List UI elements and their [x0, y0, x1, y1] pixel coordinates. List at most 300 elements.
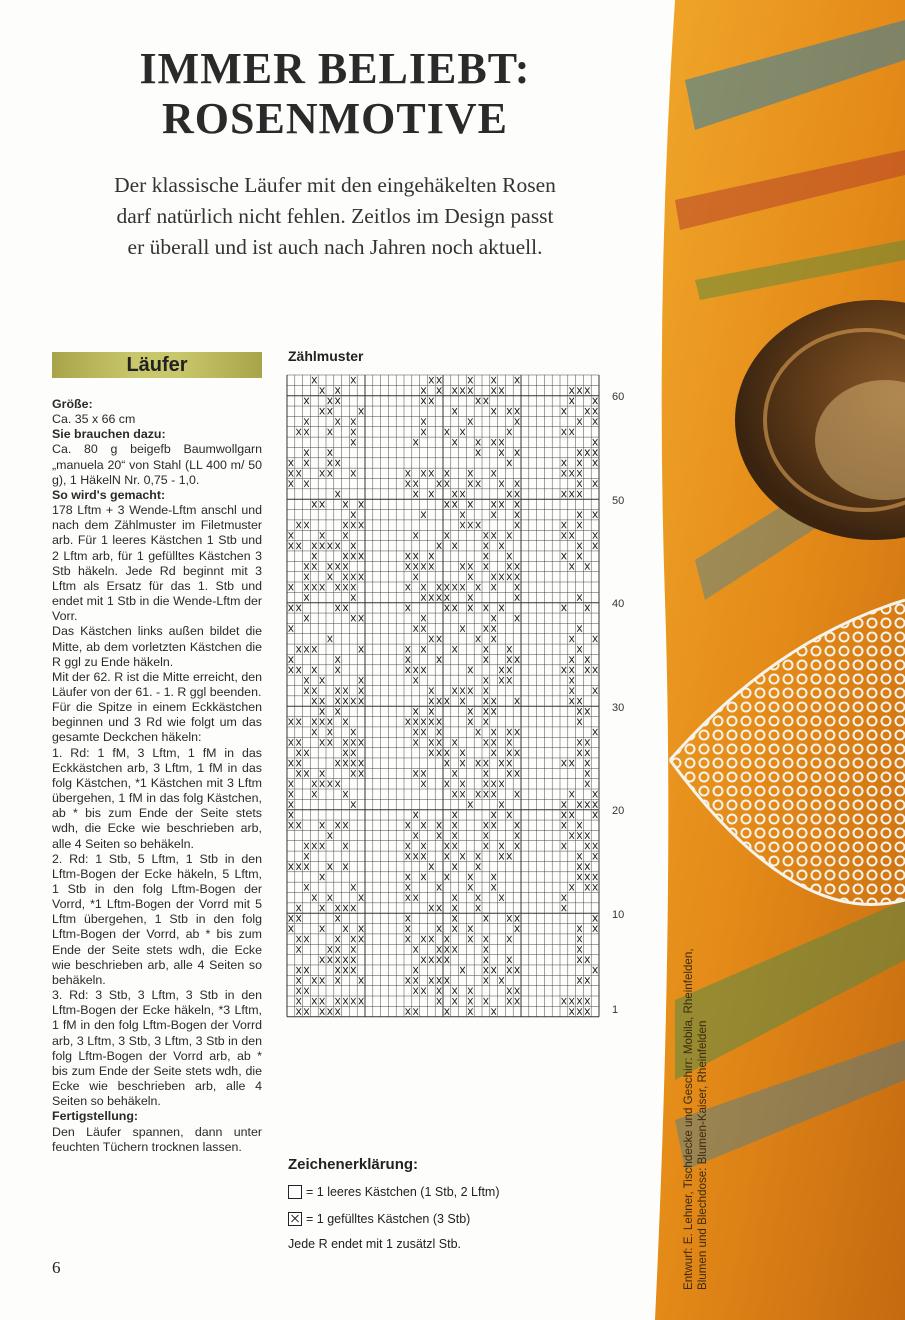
filled-cell-mark	[328, 574, 333, 580]
filled-cell-mark	[484, 843, 489, 849]
filled-cell-mark	[484, 625, 489, 631]
filled-cell-mark	[312, 998, 317, 1004]
filled-cell-mark	[312, 543, 317, 549]
filled-cell-mark	[452, 926, 457, 932]
filled-cell-mark	[437, 988, 442, 994]
filled-cell-mark	[468, 1008, 473, 1014]
instruction-paragraph: 3. Rd: 3 Stb, 3 Lftm, 3 Stb in den Lftm-Bogen der Ecke häkeln, *3 Lftm, 1 fM in den folg Lftm-Bogen der Vorrd arb, 3 Lftm, 3 Stb, 3 Lftm, 3 Stb in den folg Lftm-Bogen der Vorrd arb, ab * bis zum Ende der Seite stets wdh, die Ecke wie beschrieben arb, alle 4 Seiten so behäkeln.	[52, 988, 262, 1109]
filled-cell-mark	[491, 967, 496, 973]
filled-cell-mark	[468, 667, 473, 673]
filled-cell-mark	[359, 553, 364, 559]
filled-cell-mark	[491, 739, 496, 745]
filled-cell-mark	[328, 729, 333, 735]
filled-cell-mark	[437, 594, 442, 600]
filled-cell-mark	[593, 460, 598, 466]
filled-cell-mark	[335, 584, 340, 590]
instruction-paragraph: Ca. 35 x 66 cm	[52, 412, 136, 427]
filled-box-icon	[288, 1212, 302, 1226]
filled-cell-mark	[484, 967, 489, 973]
filled-cell-mark	[445, 1008, 450, 1014]
filled-cell-mark	[351, 543, 356, 549]
filled-cell-mark	[569, 532, 574, 538]
filled-cell-mark	[421, 625, 426, 631]
filled-cell-mark	[437, 729, 442, 735]
filled-cell-mark	[429, 470, 434, 476]
filled-cell-mark	[437, 822, 442, 828]
filled-cell-mark	[484, 719, 489, 725]
filled-cell-mark	[351, 429, 356, 435]
filled-cell-mark	[359, 677, 364, 683]
filled-cell-mark	[507, 729, 512, 735]
filled-cell-mark	[452, 605, 457, 611]
filled-cell-mark	[406, 977, 411, 983]
filled-cell-mark	[468, 988, 473, 994]
filled-cell-mark	[304, 988, 309, 994]
instruction-heading: So wird's gemacht:	[52, 487, 166, 502]
filled-cell-mark	[507, 460, 512, 466]
filled-cell-mark	[577, 874, 582, 880]
filled-cell-mark	[585, 667, 590, 673]
row-label: 30	[612, 702, 625, 714]
filled-cell-mark	[445, 946, 450, 952]
row-label: 50	[612, 495, 625, 507]
filled-cell-mark	[507, 770, 512, 776]
filled-cell-mark	[491, 708, 496, 714]
filled-cell-mark	[577, 470, 582, 476]
filled-cell-mark	[437, 832, 442, 838]
filled-cell-mark	[413, 532, 418, 538]
filled-cell-mark	[437, 998, 442, 1004]
filled-cell-mark	[562, 460, 567, 466]
filled-cell-mark	[476, 449, 481, 455]
intro-line-2: darf natürlich nicht fehlen. Zeitlos im Design passt	[116, 204, 554, 228]
filled-cell-mark	[468, 377, 473, 383]
filled-cell-mark	[593, 812, 598, 818]
filled-cell-mark	[507, 553, 512, 559]
filled-cell-mark	[343, 822, 348, 828]
filled-cell-mark	[351, 439, 356, 445]
intro-line-1: Der klassische Läufer mit den eingehäkelten Rosen	[114, 173, 556, 197]
filled-cell-mark	[335, 957, 340, 963]
filled-cell-mark	[499, 977, 504, 983]
filled-cell-mark	[468, 522, 473, 528]
filled-cell-mark	[289, 543, 294, 549]
filled-cell-mark	[351, 998, 356, 1004]
filled-cell-mark	[320, 998, 325, 1004]
filled-cell-mark	[304, 884, 309, 890]
filled-cell-mark	[593, 512, 598, 518]
filled-cell-mark	[577, 522, 582, 528]
filled-cell-mark	[351, 760, 356, 766]
filled-cell-mark	[304, 1008, 309, 1014]
filled-cell-mark	[359, 688, 364, 694]
filled-cell-mark	[593, 874, 598, 880]
filled-cell-mark	[452, 863, 457, 869]
filled-cell-mark	[585, 832, 590, 838]
filled-cell-mark	[351, 418, 356, 424]
filled-cell-mark	[406, 656, 411, 662]
filled-cell-mark	[515, 522, 520, 528]
filled-cell-mark	[359, 501, 364, 507]
filled-cell-mark	[304, 770, 309, 776]
filled-cell-mark	[413, 977, 418, 983]
filled-cell-mark	[484, 936, 489, 942]
filled-cell-mark	[437, 377, 442, 383]
filled-cell-mark	[476, 398, 481, 404]
instruction-paragraph: Den Läufer spannen, dann unter feuchten Tüchern trocknen lassen.	[52, 1124, 262, 1154]
filled-cell-mark	[320, 874, 325, 880]
filled-cell-mark	[413, 574, 418, 580]
filled-cell-mark	[343, 605, 348, 611]
filled-cell-mark	[484, 553, 489, 559]
filled-cell-mark	[569, 677, 574, 683]
filled-cell-mark	[289, 915, 294, 921]
filled-cell-mark	[491, 791, 496, 797]
filled-cell-mark	[491, 812, 496, 818]
filled-cell-mark	[460, 750, 465, 756]
filled-cell-mark	[359, 408, 364, 414]
filled-cell-mark	[445, 936, 450, 942]
filled-cell-mark	[335, 977, 340, 983]
filled-cell-mark	[445, 429, 450, 435]
filled-cell-mark	[421, 646, 426, 652]
filled-cell-mark	[437, 656, 442, 662]
filled-cell-mark	[491, 377, 496, 383]
filled-cell-mark	[577, 957, 582, 963]
filled-cell-mark	[359, 936, 364, 942]
filled-cell-mark	[577, 625, 582, 631]
instruction-paragraph: 1. Rd: 1 fM, 3 Lftm, 1 fM in das Eckkästchen arb, 3 Lftm, 1 fM in das folg Kästchen, *1 Kästchen mit 3 Lftm übergehen, 1 fM in das folg Kästchen, ab * bis zum Ende der Seite stets wdh, die Ecke wie beschrieben arb, alle 4 Seiten so behäkeln.	[52, 745, 262, 851]
filled-cell-mark	[320, 532, 325, 538]
filled-cell-mark	[452, 491, 457, 497]
filled-cell-mark	[359, 615, 364, 621]
filled-cell-mark	[476, 895, 481, 901]
filled-cell-mark	[491, 636, 496, 642]
filled-cell-mark	[406, 874, 411, 880]
filled-cell-mark	[289, 781, 294, 787]
filled-cell-mark	[515, 832, 520, 838]
filled-cell-mark	[437, 905, 442, 911]
filled-cell-mark	[351, 584, 356, 590]
filled-cell-mark	[296, 946, 301, 952]
filled-cell-mark	[312, 667, 317, 673]
filled-cell-mark	[468, 481, 473, 487]
filled-cell-mark	[562, 522, 567, 528]
filled-cell-mark	[515, 481, 520, 487]
filled-cell-mark	[476, 522, 481, 528]
filled-cell-mark	[585, 843, 590, 849]
filled-cell-mark	[484, 605, 489, 611]
filled-cell-mark	[507, 739, 512, 745]
filled-cell-mark	[421, 957, 426, 963]
filled-cell-mark	[507, 429, 512, 435]
filled-cell-mark	[413, 553, 418, 559]
filled-cell-mark	[569, 667, 574, 673]
filled-cell-mark	[507, 750, 512, 756]
filled-cell-mark	[421, 512, 426, 518]
filled-cell-mark	[562, 667, 567, 673]
filled-cell-mark	[437, 584, 442, 590]
filled-cell-mark	[484, 760, 489, 766]
filled-cell-mark	[413, 481, 418, 487]
filled-cell-mark	[445, 481, 450, 487]
filled-cell-mark	[585, 760, 590, 766]
filled-cell-mark	[289, 863, 294, 869]
filled-cell-mark	[452, 387, 457, 393]
filled-cell-mark	[312, 791, 317, 797]
filled-cell-mark	[585, 998, 590, 1004]
filled-cell-mark	[585, 708, 590, 714]
filled-cell-mark	[593, 791, 598, 797]
filled-cell-mark	[452, 832, 457, 838]
instruction-paragraph: 178 Lftm + 3 Wende-Lftm anschl und nach dem Zählmuster im Filetmuster arb. Für 1 leeres Kästchen 1 Stb und 2 Lftm arb, für 1 gefülltes Kästchen 3 Stb häkeln. Jede Rd beginnt mit 3 Lftm als Ersatz für das 1. Stb und endet mit 1 Stb in die Wende-Lftm der Vorr.	[52, 503, 262, 624]
filled-cell-mark	[515, 843, 520, 849]
filled-cell-mark	[304, 522, 309, 528]
filled-cell-mark	[515, 377, 520, 383]
filled-cell-mark	[515, 656, 520, 662]
filled-cell-mark	[593, 729, 598, 735]
filled-cell-mark	[359, 646, 364, 652]
filled-cell-mark	[562, 408, 567, 414]
filled-cell-mark	[484, 832, 489, 838]
filled-cell-mark	[296, 543, 301, 549]
filled-cell-mark	[499, 481, 504, 487]
filled-cell-mark	[312, 895, 317, 901]
filled-cell-mark	[320, 470, 325, 476]
filled-cell-mark	[577, 512, 582, 518]
filled-cell-mark	[351, 946, 356, 952]
filled-cell-mark	[413, 563, 418, 569]
filled-cell-mark	[351, 553, 356, 559]
filled-cell-mark	[296, 429, 301, 435]
filled-cell-mark	[429, 739, 434, 745]
filled-cell-mark	[499, 760, 504, 766]
legend-empty	[288, 1185, 500, 1199]
filled-cell-mark	[515, 584, 520, 590]
filled-cell-mark	[289, 791, 294, 797]
filled-cell-mark	[328, 470, 333, 476]
filled-cell-mark	[335, 605, 340, 611]
filled-cell-mark	[507, 574, 512, 580]
filled-cell-mark	[507, 853, 512, 859]
filled-cell-mark	[304, 967, 309, 973]
filled-cell-mark	[593, 688, 598, 694]
filled-cell-mark	[406, 1008, 411, 1014]
filled-cell-mark	[413, 491, 418, 497]
filled-cell-mark	[343, 688, 348, 694]
filled-cell-mark	[289, 470, 294, 476]
filled-cell-mark	[562, 553, 567, 559]
filled-cell-mark	[445, 532, 450, 538]
filled-cell-mark	[484, 822, 489, 828]
filled-cell-mark	[577, 481, 582, 487]
filled-cell-mark	[460, 522, 465, 528]
filled-cell-mark	[320, 957, 325, 963]
filled-cell-mark	[312, 843, 317, 849]
filled-cell-mark	[406, 926, 411, 932]
filled-cell-mark	[312, 719, 317, 725]
filled-cell-mark	[499, 449, 504, 455]
filled-cell-mark	[351, 957, 356, 963]
filled-cell-mark	[515, 915, 520, 921]
filled-cell-mark	[437, 739, 442, 745]
instruction-heading: Sie brauchen dazu:	[52, 427, 166, 442]
filled-cell-mark	[452, 791, 457, 797]
filled-cell-mark	[335, 563, 340, 569]
filled-cell-mark	[289, 656, 294, 662]
filled-cell-mark	[515, 491, 520, 497]
filled-cell-mark	[328, 946, 333, 952]
filled-cell-mark	[343, 698, 348, 704]
filled-cell-mark	[296, 863, 301, 869]
filled-cell-mark	[335, 822, 340, 828]
filled-cell-mark	[421, 594, 426, 600]
filled-cell-mark	[429, 563, 434, 569]
filled-cell-mark	[406, 646, 411, 652]
filled-cell-mark	[335, 781, 340, 787]
filled-cell-mark	[452, 739, 457, 745]
filled-cell-mark	[491, 387, 496, 393]
filled-cell-mark	[593, 884, 598, 890]
filled-cell-mark	[429, 398, 434, 404]
filled-cell-mark	[484, 688, 489, 694]
filled-cell-mark	[515, 791, 520, 797]
filled-cell-mark	[593, 418, 598, 424]
photo-credit	[682, 948, 710, 1290]
filled-cell-mark	[406, 605, 411, 611]
filled-cell-mark	[577, 801, 582, 807]
filled-cell-mark	[296, 936, 301, 942]
filled-cell-mark	[515, 594, 520, 600]
filled-cell-mark	[413, 677, 418, 683]
filled-cell-mark	[328, 449, 333, 455]
filled-cell-mark	[413, 729, 418, 735]
filled-cell-mark	[562, 491, 567, 497]
filled-cell-mark	[304, 398, 309, 404]
filled-cell-mark	[585, 801, 590, 807]
filled-cell-mark	[562, 760, 567, 766]
filled-cell-mark	[320, 822, 325, 828]
filled-cell-mark	[593, 853, 598, 859]
filled-cell-mark	[320, 719, 325, 725]
filled-cell-mark	[359, 698, 364, 704]
filled-cell-mark	[577, 853, 582, 859]
filled-cell-mark	[437, 698, 442, 704]
row-label: 1	[612, 1004, 619, 1016]
filled-cell-mark	[593, 481, 598, 487]
filled-cell-mark	[476, 439, 481, 445]
filled-cell-mark	[585, 408, 590, 414]
filled-cell-mark	[312, 553, 317, 559]
credit-line-2: Blumen und Blechdose: Blumen-Kaiser, Rheinfelden	[696, 1020, 709, 1290]
filled-cell-mark	[304, 584, 309, 590]
filled-cell-mark	[328, 543, 333, 549]
filled-cell-mark	[593, 967, 598, 973]
filled-cell-mark	[499, 781, 504, 787]
filled-cell-mark	[413, 853, 418, 859]
filled-cell-mark	[515, 967, 520, 973]
filled-cell-mark	[406, 915, 411, 921]
filled-cell-mark	[577, 936, 582, 942]
filled-cell-mark	[452, 905, 457, 911]
filled-cell-mark	[343, 760, 348, 766]
filled-cell-mark	[421, 563, 426, 569]
filled-cell-mark	[468, 387, 473, 393]
filled-cell-mark	[429, 750, 434, 756]
filet-chart	[286, 374, 600, 1018]
filled-cell-mark	[304, 449, 309, 455]
row-label: 60	[612, 391, 625, 403]
filled-cell-mark	[429, 957, 434, 963]
filled-cell-mark	[577, 594, 582, 600]
filled-cell-mark	[445, 957, 450, 963]
legend-note: Jede R endet mit 1 zusätzl Stb.	[288, 1237, 462, 1251]
filled-cell-mark	[320, 739, 325, 745]
filled-cell-mark	[484, 656, 489, 662]
filled-cell-mark	[499, 605, 504, 611]
filled-cell-mark	[343, 584, 348, 590]
row-label: 20	[612, 805, 625, 817]
filled-cell-mark	[335, 905, 340, 911]
filled-cell-mark	[289, 719, 294, 725]
instruction-paragraph: Ca. 80 g beigefb Baumwollgarn „manuela 20“ von Stahl (LL 400 m/ 50 g), 1 HäkelN Nr. 0,75 - 1,0.	[52, 442, 262, 487]
filled-cell-mark	[593, 843, 598, 849]
filled-cell-mark	[304, 615, 309, 621]
filled-cell-mark	[452, 770, 457, 776]
filled-cell-mark	[460, 512, 465, 518]
filled-cell-mark	[343, 750, 348, 756]
filled-cell-mark	[351, 615, 356, 621]
filled-cell-mark	[452, 584, 457, 590]
instruction-paragraph: 2. Rd: 1 Stb, 5 Lftm, 1 Stb in den Lftm-Bogen der Ecke häkeln, 5 Lftm, 1 Stb in den folg Lftm-Bogen der Vorrd, *1 Lftm-Bogen der Vorrd mit 5 Lftm übergehen, 1 Stb in den folg Lftm-Bogen der Vorrd, ab * bis zum Ende der Seite stets wdh, die Ecke wie beschrieben arb, alle 4 Seiten so behäkeln.	[52, 851, 262, 987]
filled-cell-mark	[320, 926, 325, 932]
filled-cell-mark	[484, 677, 489, 683]
filled-cell-mark	[335, 915, 340, 921]
filled-cell-mark	[413, 708, 418, 714]
filled-cell-mark	[515, 729, 520, 735]
filled-cell-mark	[304, 853, 309, 859]
filled-cell-mark	[468, 801, 473, 807]
filled-cell-mark	[351, 512, 356, 518]
filled-cell-mark	[429, 719, 434, 725]
filled-cell-mark	[351, 698, 356, 704]
filled-cell-mark	[328, 957, 333, 963]
instruction-heading: Fertigstellung:	[52, 1109, 139, 1124]
filled-cell-mark	[421, 667, 426, 673]
filled-cell-mark	[577, 926, 582, 932]
filled-cell-mark	[468, 998, 473, 1004]
filled-cell-mark	[499, 853, 504, 859]
filled-cell-mark	[304, 646, 309, 652]
filled-cell-mark	[320, 501, 325, 507]
filled-cell-mark	[312, 698, 317, 704]
filled-cell-mark	[421, 770, 426, 776]
filled-cell-mark	[491, 729, 496, 735]
filled-cell-mark	[515, 512, 520, 518]
filled-cell-mark	[343, 501, 348, 507]
filled-cell-mark	[429, 936, 434, 942]
filled-cell-mark	[499, 543, 504, 549]
filled-cell-mark	[484, 708, 489, 714]
filled-cell-mark	[476, 636, 481, 642]
filled-cell-mark	[421, 853, 426, 859]
filled-cell-mark	[335, 398, 340, 404]
filled-cell-mark	[328, 408, 333, 414]
filled-cell-mark	[320, 698, 325, 704]
filled-cell-mark	[413, 812, 418, 818]
filled-cell-mark	[335, 708, 340, 714]
filled-cell-mark	[429, 708, 434, 714]
